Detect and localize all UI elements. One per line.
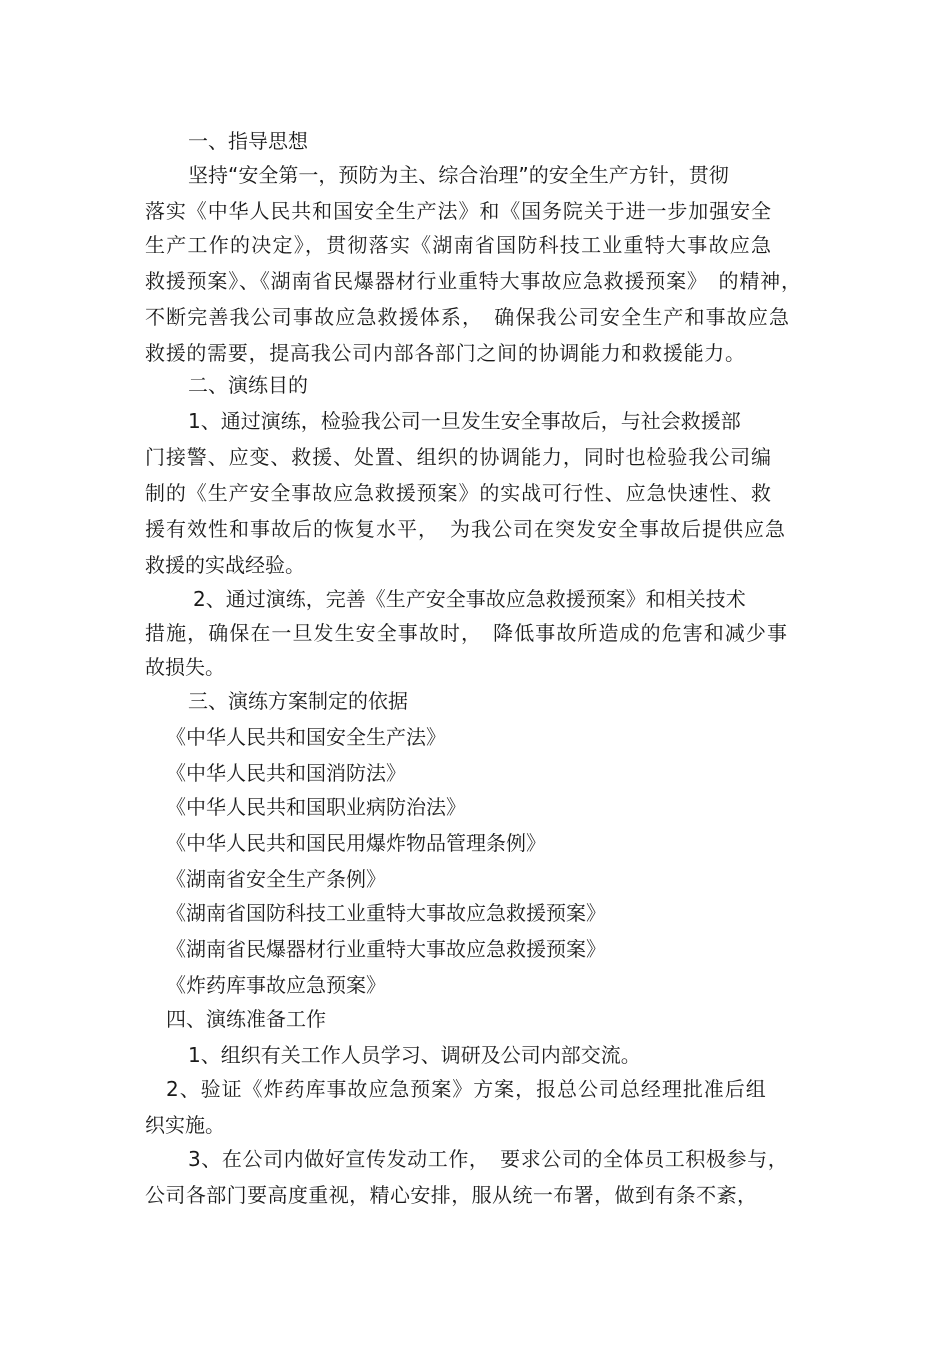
text-line: 1、组织有关工作人员学习、调研及公司内部交流。 [188, 1043, 641, 1067]
text-line: 1、通过演练，检验我公司一旦发生安全事故后，与社会救援部 [188, 409, 741, 433]
text-line: 《中华人民共和国民用爆炸物品管理条例》 [166, 831, 546, 855]
text-line: 《炸药库事故应急预案》 [166, 973, 386, 997]
text-line: 措施，确保在一旦发生安全事故时， 降低事故所造成的危害和减少事 [145, 621, 789, 645]
text-line: 四、演练准备工作 [166, 1007, 326, 1031]
text-line: 援有效性和事故后的恢复水平， 为我公司在突发安全事故后提供应急 [145, 517, 786, 541]
text-line: 《湖南省安全生产条例》 [166, 867, 386, 891]
text-line: 3、在公司内做好宣传发动工作， 要求公司的全体员工积极参与， [188, 1147, 789, 1171]
text-line: 《湖南省民爆器材行业重特大事故应急救援预案》 [166, 937, 606, 961]
text-line: 织实施。 [145, 1113, 225, 1137]
text-line: 二、演练目的 [188, 373, 308, 397]
text-line: 救援预案》、《湖南省民爆器材行业重特大事故应急救援预案》 的精神， [145, 269, 802, 293]
text-line: 救援的实战经验。 [145, 553, 305, 577]
text-line: 一、指导思想 [188, 129, 308, 153]
text-line: 《中华人民共和国消防法》 [166, 761, 406, 785]
text-line: 故损失。 [145, 655, 225, 679]
text-line: 制的《生产安全事故应急救援预案》的实战可行性、应急快速性、救 [145, 481, 772, 505]
text-line: 不断完善我公司事故应急救援体系， 确保我公司安全生产和事故应急 [145, 305, 791, 329]
text-line: 落实《中华人民共和国安全生产法》和《国务院关于进一步加强安全 [145, 199, 772, 223]
text-line: 2、验证《炸药库事故应急预案》方案，报总公司总经理批准后组 [166, 1077, 767, 1101]
text-line: 《中华人民共和国安全生产法》 [166, 725, 446, 749]
text-line: 生产工作的决定》，贯彻落实《湖南省国防科技工业重特大事故应急 [145, 233, 773, 257]
text-line: 《湖南省国防科技工业重特大事故应急救援预案》 [166, 901, 606, 925]
text-line: 公司各部门要高度重视，精心安排，服从统一布署，做到有条不紊， [145, 1183, 758, 1207]
text-line: 2、通过演练，完善《生产安全事故应急救援预案》和相关技术 [193, 587, 746, 611]
text-line: 《中华人民共和国职业病防治法》 [166, 795, 466, 819]
text-line: 坚持“安全第一，预防为主、综合治理”的安全生产方针，贯彻 [188, 163, 729, 187]
text-line: 救援的需要，提高我公司内部各部门之间的协调能力和救援能力。 [145, 341, 746, 365]
text-line: 三、演练方案制定的依据 [188, 689, 408, 713]
text-line: 门接警、应变、救援、处置、组织的协调能力，同时也检验我公司编 [145, 445, 772, 469]
